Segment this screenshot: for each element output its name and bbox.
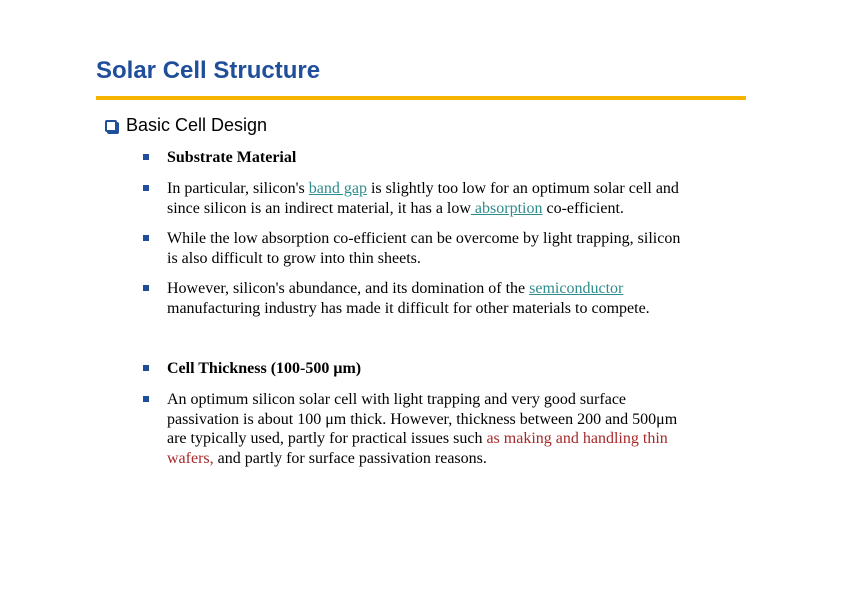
highlighted-text: wafers,: [167, 449, 214, 467]
square-bullet-icon: [143, 185, 149, 191]
section-heading-label: Basic Cell Design: [126, 115, 268, 135]
title-divider: [96, 96, 746, 100]
section-heading: [105, 115, 267, 136]
square-bullet-icon: [143, 365, 149, 371]
slide-title: Solar Cell Structure: [96, 57, 321, 84]
square-bullet-icon: [143, 396, 149, 402]
list-item-text: While the low absorption co-efficient can be overcome by light trapping, silicon is also difficult to grow into thin sheets.: [167, 230, 681, 267]
checkbox-bullet-icon: [105, 120, 117, 132]
square-bullet-icon: [143, 235, 149, 241]
highlighted-text: as making and handling thin: [482, 430, 668, 447]
list-item-text: However, silicon's abundance, and its domination of the semiconductor manufacturing industry has made it difficult for other materials to compete.: [167, 280, 650, 317]
band-gap-link[interactable]: band gap: [308, 180, 367, 197]
cell-thickness-heading: Cell Thickness (100-500 μm): [167, 360, 362, 377]
square-bullet-icon: [143, 154, 149, 160]
semiconductor-link[interactable]: semiconductor: [529, 280, 624, 297]
substrate-material-heading: Substrate Material: [167, 149, 297, 162]
square-bullet-icon: [143, 285, 149, 291]
list-item-text: An optimum silicon solar cell with light trapping and very good surface passivation is about 100 μm thick. However, thickness between 200 and 500μm are typically used, partly for practical issues such as making and handling thin wafers, and partly for surface passivation reasons.: [167, 391, 678, 467]
absorption-link[interactable]: absorption: [470, 199, 543, 217]
list-item-text: In particular, silicon's band gap is slightly too low for an optimum solar cell and since silicon is an indirect material, it has a low absorption co-efficient.: [167, 180, 679, 217]
